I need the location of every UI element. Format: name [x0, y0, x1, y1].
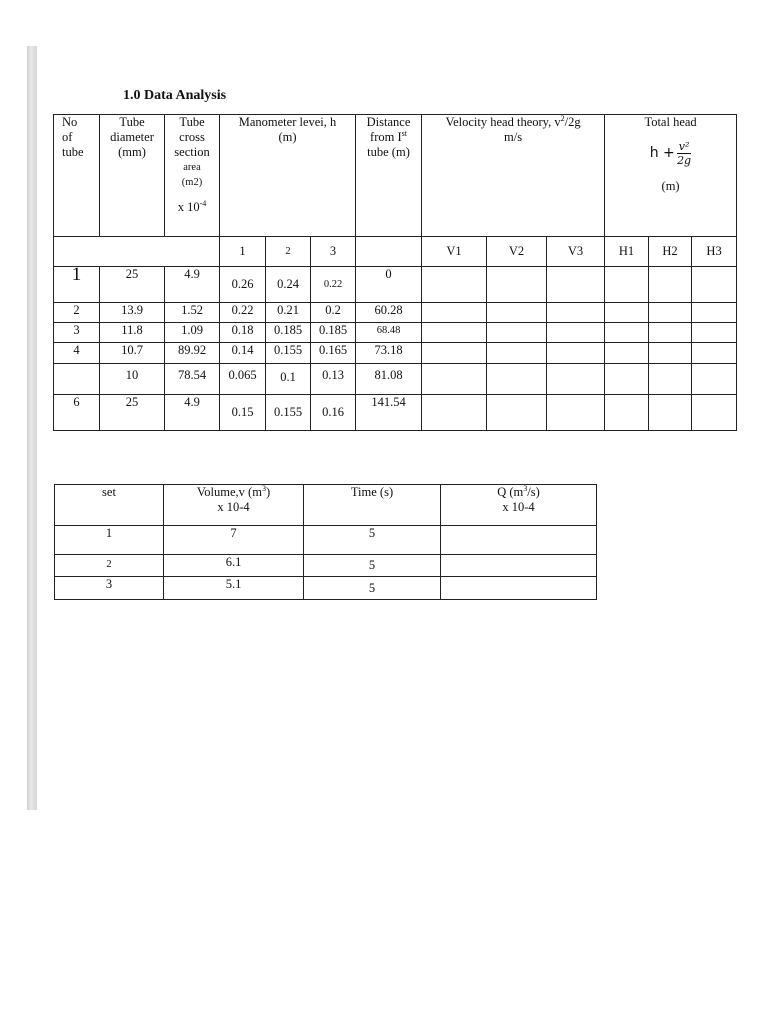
table-row: 2 6.1 5: [55, 555, 597, 577]
table-row: 6 25 4.9 0.15 0.155 0.16 141.54: [54, 395, 737, 431]
total-head-formula: h + $\frac{\text{v²}}{2g}$: [649, 140, 692, 167]
subheader-total-h2: H2: [649, 237, 692, 267]
section-heading: 1.0 Data Analysis: [123, 88, 227, 103]
table-row: 3 11.8 1.09 0.18 0.185 0.185 68.48: [54, 323, 737, 343]
flow-rate-table: [54, 484, 597, 600]
subheader-total-h1: H1: [605, 237, 649, 267]
table-row: 2 13.9 1.52 0.22 0.21 0.2 60.28: [54, 303, 737, 323]
table-row: 4 10.7 89.92 0.14 0.155 0.165 73.18: [54, 343, 737, 364]
header-volume: Volume,v $(m^3)$ x 10-4: [164, 485, 304, 526]
header-velocity-head: Velocity head theory, $v^2/2g$ m/s: [422, 115, 605, 237]
subheader-v3: V3: [547, 237, 605, 267]
header-flow-rate: Q $(m^3/s)$ x 10-4: [441, 485, 597, 526]
header-time: Time (s): [304, 485, 441, 526]
header-row: [55, 485, 597, 526]
table-row: 1 7 5: [55, 526, 597, 555]
header-manometer-level: Manometer levei, h (m): [220, 115, 356, 237]
subheader-v1: V1: [422, 237, 487, 267]
header-total-head: Total head h + $\frac{\text{v²}}{2g}$ (m): [605, 115, 737, 237]
subheader-h2: 2: [266, 237, 311, 267]
header-row: [54, 115, 737, 237]
table-row: 3 5.1 5: [55, 577, 597, 600]
subheader-h1: 1: [220, 237, 266, 267]
header-set: set: [55, 485, 164, 526]
subheader-distance: [356, 237, 422, 267]
subheader-total-h3: H3: [692, 237, 737, 267]
header-distance: Distance from Ist tube (m): [356, 115, 422, 237]
subheader-row: [54, 237, 737, 267]
subheader-v2: V2: [487, 237, 547, 267]
header-tube-diameter: Tube diameter (mm): [100, 115, 165, 237]
header-no-of-tube: No of tube: [54, 115, 100, 237]
table-row: 10 78.54 0.065 0.1 0.13 81.08: [54, 364, 737, 395]
data-analysis-table: [53, 114, 737, 431]
header-cross-section-area: Tube cross section area (m2) x $10^{-4}$: [165, 115, 220, 237]
table-row: 1 25 4.9 0.26 0.24 0.22 0: [54, 267, 737, 303]
subheader-h3: 3: [311, 237, 356, 267]
page-binding-edge: [27, 46, 37, 810]
